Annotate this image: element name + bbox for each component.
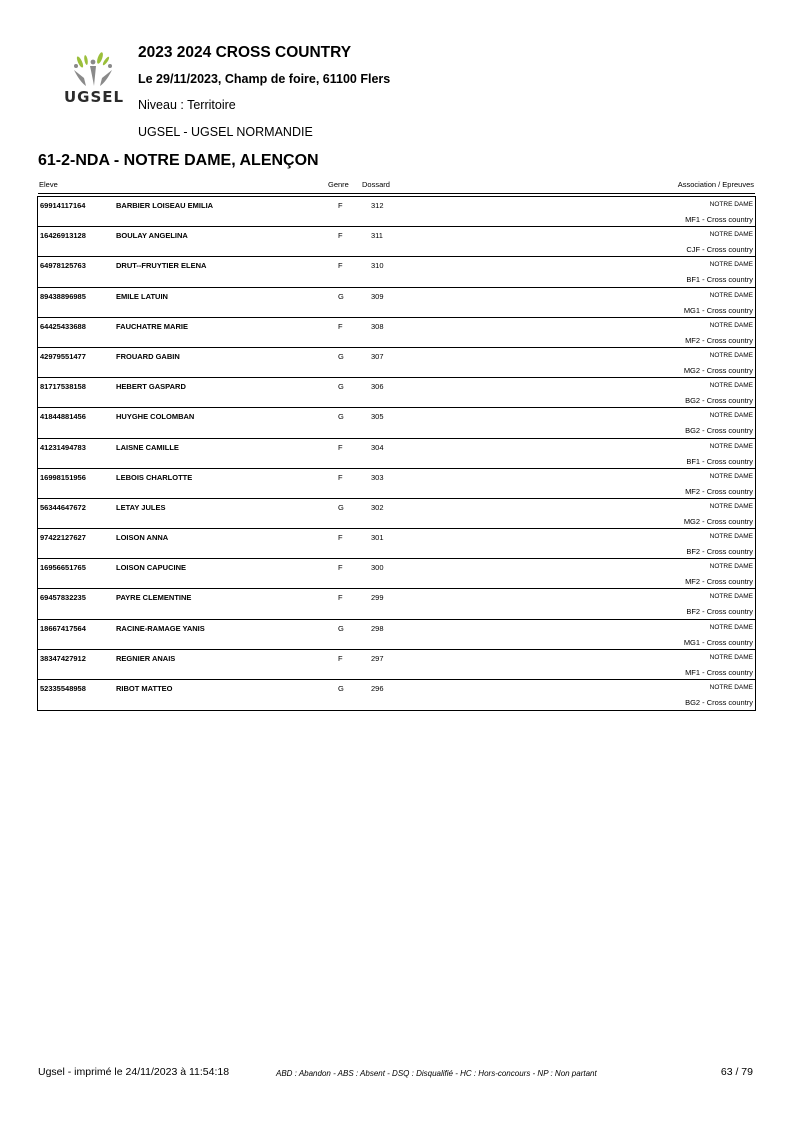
event-name: MG2 - Cross country [683, 365, 753, 375]
student-id: 97422127627 [40, 533, 86, 543]
bib-number: 304 [371, 442, 384, 452]
event-date-location: Le 29/11/2023, Champ de foire, 61100 Flers [138, 72, 391, 86]
event-name: BF1 - Cross country [686, 456, 753, 466]
student-id: 41231494783 [40, 442, 86, 452]
table-row [38, 620, 755, 650]
club-title: 61-2-NDA - NOTRE DAME, ALENÇON [38, 152, 319, 169]
bib-number: 299 [371, 593, 384, 603]
association-name: NOTRE DAME [709, 442, 753, 450]
association-name: NOTRE DAME [709, 321, 753, 329]
student-genre: G [338, 291, 344, 301]
student-name: BARBIER LOISEAU EMILIA [116, 201, 214, 210]
student-id: 64425433688 [40, 321, 86, 331]
student-name: EMILE LATUIN [116, 291, 168, 301]
event-name: MG1 - Cross country [683, 305, 753, 315]
student-name: FROUARD GABIN [116, 351, 180, 361]
abbreviation-legend: ABD : Abandon - ABS : Absent - DSQ : Disqualifié - HC : Hors-concours - NP : Non partant [276, 1069, 597, 1078]
student-genre: G [338, 382, 344, 392]
association-name: NOTRE DAME [709, 593, 753, 601]
bib-number: 309 [371, 291, 384, 301]
page-number: 63 / 79 [720, 1066, 753, 1078]
student-id: 38347427912 [40, 653, 86, 663]
table-row [38, 469, 755, 499]
table-row [38, 680, 755, 710]
student-id: 69457832235 [40, 593, 86, 603]
student-name: FAUCHATRE MARIE [116, 321, 188, 331]
association-name: NOTRE DAME [709, 472, 753, 480]
student-name: BOULAY ANGELINA [116, 231, 188, 241]
table-row [38, 288, 755, 318]
student-name: LOISON CAPUCINE [116, 563, 187, 573]
student-genre: F [338, 261, 343, 271]
student-id: 42979551477 [40, 351, 86, 361]
bib-number: 306 [371, 382, 384, 392]
student-id: 52335548958 [40, 684, 86, 693]
event-name: BG2 - Cross country [685, 396, 753, 406]
event-name: BG2 - Cross country [685, 698, 753, 707]
association-name: NOTRE DAME [709, 502, 753, 510]
association-name: NOTRE DAME [709, 623, 753, 631]
event-name: MF2 - Cross country [685, 486, 753, 496]
table-row [38, 559, 755, 589]
student-genre: G [338, 623, 344, 633]
level-label: Niveau : Territoire [138, 98, 236, 112]
student-id: 41844881456 [40, 412, 86, 422]
event-name: BG2 - Cross country [685, 426, 753, 436]
student-genre: F [338, 533, 343, 543]
association-name: NOTRE DAME [709, 201, 753, 208]
student-genre: F [338, 472, 343, 482]
student-name: RACINE-RAMAGE YANIS [116, 623, 205, 633]
logo-text: UGSEL [64, 88, 125, 106]
column-dossard: Dossard [362, 180, 390, 189]
event-name: MF2 - Cross country [685, 335, 753, 345]
student-genre: G [338, 351, 344, 361]
table-row [38, 257, 755, 287]
table-row [38, 650, 755, 680]
table-row [38, 378, 755, 408]
association-name: NOTRE DAME [709, 653, 753, 661]
bib-number: 297 [371, 653, 384, 663]
column-header-row [38, 176, 755, 194]
student-name: LOISON ANNA [116, 533, 169, 543]
student-id: 81717538158 [40, 382, 86, 392]
table-row [38, 318, 755, 348]
association-name: NOTRE DAME [709, 533, 753, 541]
bib-number: 311 [371, 231, 383, 241]
organization-label: UGSEL - UGSEL NORMANDIE [138, 125, 313, 139]
event-name: MF2 - Cross country [685, 577, 753, 587]
student-id: 69914117164 [40, 201, 86, 210]
entries-table [37, 196, 756, 711]
student-id: 64978125763 [40, 261, 86, 271]
student-name: LETAY JULES [116, 502, 166, 512]
association-name: NOTRE DAME [709, 412, 753, 420]
bib-number: 303 [371, 472, 384, 482]
association-name: NOTRE DAME [709, 684, 753, 691]
table-row [38, 439, 755, 469]
student-id: 89438896985 [40, 291, 86, 301]
association-name: NOTRE DAME [709, 382, 753, 390]
student-name: DRUT--FRUYTIER ELENA [116, 261, 207, 271]
student-genre: G [338, 412, 344, 422]
event-name: BF2 - Cross country [686, 547, 753, 557]
student-name: PAYRE CLEMENTINE [116, 593, 192, 603]
student-name: HEBERT GASPARD [116, 382, 186, 392]
table-row [38, 227, 755, 257]
print-info: Ugsel - imprimé le 24/11/2023 à 11:54:18 [38, 1066, 230, 1078]
bib-number: 312 [371, 201, 384, 210]
bib-number: 298 [371, 623, 384, 633]
event-name: MF1 - Cross country [685, 215, 753, 224]
association-name: NOTRE DAME [709, 563, 753, 571]
association-name: NOTRE DAME [709, 351, 753, 359]
student-genre: F [338, 231, 343, 241]
event-name: CJF - Cross country [686, 245, 753, 255]
table-row [38, 529, 755, 559]
student-id: 18667417564 [40, 623, 86, 633]
student-genre: F [338, 321, 343, 331]
column-association: Association / Epreuves [677, 180, 754, 189]
student-genre: F [338, 201, 343, 210]
column-eleve: Eleve [39, 180, 58, 189]
event-name: BF2 - Cross country [686, 607, 753, 617]
page-title: 2023 2024 CROSS COUNTRY [138, 44, 352, 61]
student-genre: G [338, 684, 344, 693]
bib-number: 308 [371, 321, 384, 331]
event-name: MG1 - Cross country [683, 637, 753, 647]
bib-number: 301 [371, 533, 384, 543]
student-name: RIBOT MATTEO [116, 684, 173, 693]
student-genre: F [338, 563, 343, 573]
student-name: HUYGHE COLOMBAN [116, 412, 195, 422]
bib-number: 307 [371, 351, 384, 361]
student-id: 16956651765 [40, 563, 86, 573]
association-name: NOTRE DAME [709, 291, 753, 299]
table-row [38, 197, 755, 227]
student-name: LEBOIS CHARLOTTE [116, 472, 193, 482]
student-genre: G [338, 502, 344, 512]
bib-number: 300 [371, 563, 384, 573]
column-genre: Genre [328, 180, 349, 189]
bib-number: 310 [371, 261, 384, 271]
student-genre: F [338, 653, 343, 663]
student-genre: F [338, 593, 343, 603]
student-name: LAISNE CAMILLE [116, 442, 179, 452]
student-id: 56344647672 [40, 502, 86, 512]
event-name: MF1 - Cross country [685, 667, 753, 677]
table-row [38, 499, 755, 529]
bib-number: 296 [371, 684, 384, 693]
table-row [38, 408, 755, 438]
student-name: REGNIER ANAIS [116, 653, 176, 663]
table-row [38, 348, 755, 378]
association-name: NOTRE DAME [709, 231, 753, 239]
bib-number: 305 [371, 412, 384, 422]
student-id: 16426913128 [40, 231, 86, 241]
student-genre: F [338, 442, 343, 452]
event-name: MG2 - Cross country [683, 516, 753, 526]
table-row [38, 589, 755, 619]
association-name: NOTRE DAME [709, 261, 753, 269]
event-name: BF1 - Cross country [686, 275, 753, 285]
student-id: 16998151956 [40, 472, 86, 482]
bib-number: 302 [371, 502, 384, 512]
